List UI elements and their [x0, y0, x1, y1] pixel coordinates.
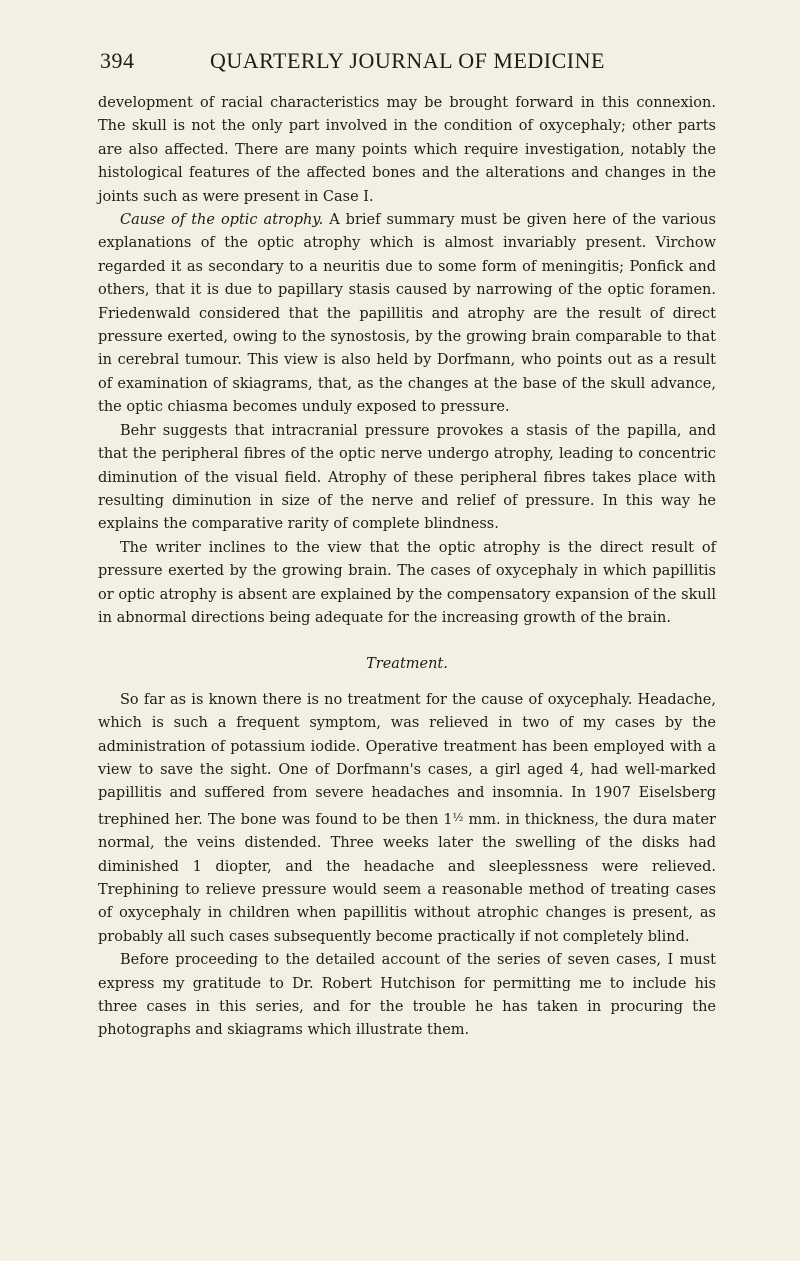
running-head	[100, 48, 715, 78]
journal-title: QUARTERLY JOURNAL OF MEDICINE	[210, 48, 605, 73]
treatment-text-before: So far as is known there is no treatment for the cause of oxycephaly. Headache, which is such a frequent symptom, was relieved in two of my cases by the administration of potassium iodide. Operative treatment has been employed with a view to save the sight. One of Dorfmann's cases, a girl aged 4, had well-marked papillitis and suffered from severe headaches and insomnia. In 1907 Eiselsberg trephined her. The bone was found to be then 1	[98, 691, 716, 828]
fraction-half: ½	[452, 810, 464, 824]
run-in-heading-cause: Cause of the optic atrophy.	[120, 212, 324, 229]
paragraph-treatment	[98, 689, 716, 949]
paragraph-behr: Behr suggests that intracranial pressure provokes a stasis of the papilla, and that the peripheral fibres of the optic nerve undergo atrophy, leading to concentric diminution of the visual field. Atrophy of these peripheral fibres takes place with resulting diminution in size of the nerve and relief of pressure. In this way he explains the comparative rarity of complete blindness.	[98, 422, 716, 533]
page-number: 394	[100, 48, 135, 73]
section-heading-treatment: Treatment.	[366, 656, 448, 673]
paragraph-racial-characteristics: development of racial characteristics may be brought forward in this connexion. The skull is not the only part involved in the condition of oxycephaly; other parts are also affected. There are many points which require investigation, notably the histological features of the affected bones and the alterations and changes in the joints such as were present in Case I.	[98, 95, 716, 205]
body-text	[98, 92, 716, 1043]
paragraph-cause-text: A brief summary must be given here of the various explanations of the optic atrophy which is almost invariably present. Virchow regarded it as secondary to a neuritis due to some form of meningitis; Ponfick and others, that it is due to papillary stasis caused by narrowing of the optic foramen. Friedenwald considered that the papillitis and atrophy are the result of direct pressure exerted, owing to the synostosis, by the growing brain comparable to that in cerebral tumour. This view is also held by Dorfmann, who points out as a result of examination of skiagrams, that, as the changes at the base of the skull advance, the optic chiasma becomes unduly exposed to pressure.	[98, 212, 716, 416]
paragraph-acknowledgement: Before proceeding to the detailed account of the series of seven cases, I must express my gratitude to Dr. Robert Hutchison for permitting me to include his three cases in this series, and for the trouble he has taken in procuring the photographs and skiagrams which illustrate them.	[98, 952, 716, 1039]
paragraph-cause-optic-atrophy	[98, 209, 716, 420]
treatment-text-after: mm. in thickness, the dura mater normal, the veins distended. Three weeks later the swelling of the disks had diminished 1 diopter, and the headache and sleeplessness were relieved. Trephining to relieve pressure would seem a reasonable method of treating cases of oxycephaly in children when papillitis without atrophic changes is present, as probably all such cases subsequently become practically if not completely blind.	[98, 811, 716, 945]
paragraph-writer-view: The writer inclines to the view that the optic atrophy is the direct result of pressure exerted by the growing brain. The cases of oxycephaly in which papillitis or optic atrophy is absent are explained by the compensatory expansion of the skull in abnormal directions being adequate for the increasing growth of the brain.	[98, 539, 716, 626]
